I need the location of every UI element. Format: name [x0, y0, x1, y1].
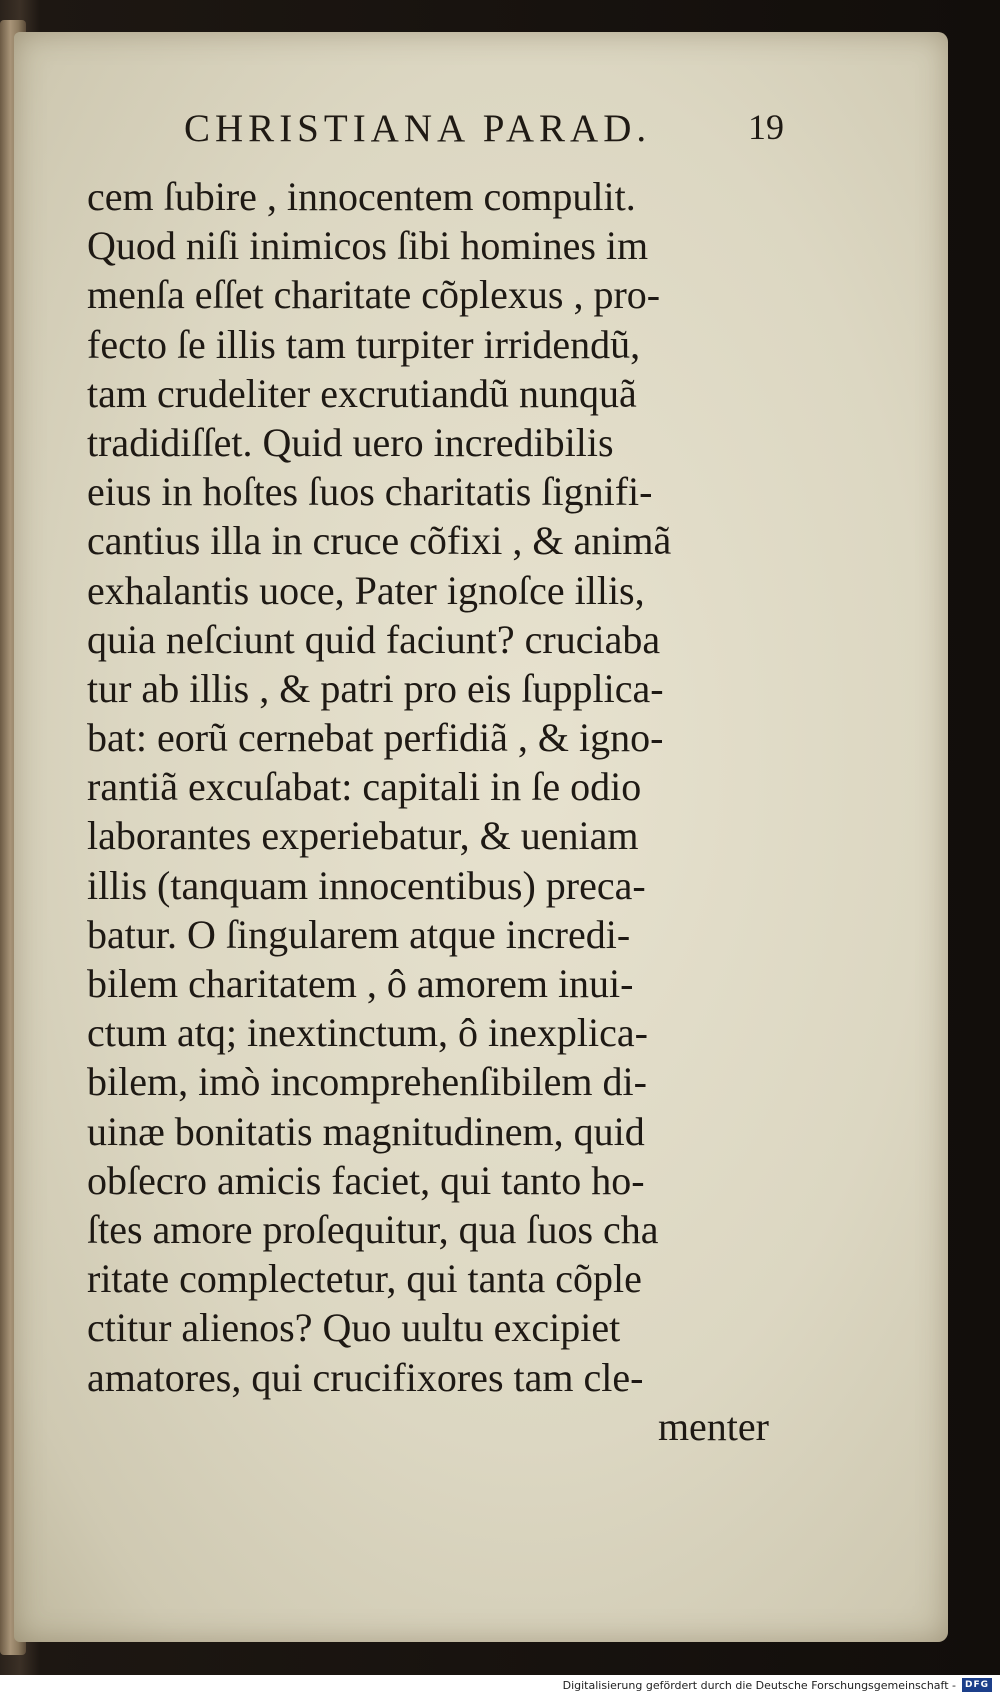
text-line: fecto ſe illis tam turpiter irridendũ, — [87, 321, 641, 367]
body-text — [87, 172, 777, 1451]
text-line: amatores, qui crucifixores tam cle- — [87, 1354, 644, 1400]
text-line: ritate complectetur, qui tanta cõple — [87, 1256, 642, 1302]
text-line: bilem, imò incomprehenſibilem di- — [87, 1059, 647, 1105]
text-line: obſecro amicis faciet, qui tanto ho- — [87, 1157, 645, 1203]
text-line: cantius illa in cruce cõfixi , & animã — [87, 518, 672, 564]
funding-credit: Digitalisierung gefördert durch die Deutsche Forschungsgemeinschaft - — [562, 1679, 956, 1692]
text-line: bat: eorũ cernebat perfidiã , & igno- — [87, 715, 664, 761]
text-line: ſtes amore proſequitur, qua ſuos cha — [87, 1206, 659, 1252]
text-line: bilem charitatem , ô amorem inui- — [87, 961, 634, 1006]
page-number: 19 — [748, 107, 784, 147]
catchword: menter — [657, 1403, 769, 1449]
text-line: tradidiſſet. Quid uero incredibilis — [87, 419, 614, 465]
running-head — [124, 106, 784, 156]
book-page — [14, 32, 948, 1642]
text-line: illis (tanquam innocentibus) preca- — [87, 862, 646, 908]
text-line: menſa eſſet charitate cõplexus , pro- — [87, 272, 661, 318]
text-line: ctitur alienos? Quo uultu excipiet — [87, 1305, 621, 1351]
text-line: ctum atq; inextinctum, ô inexplica- — [87, 1010, 648, 1056]
text-line: eius in hoſtes ſuos charitatis ſignifi- — [87, 469, 653, 515]
running-head-title: CHRISTIANA PARAD. — [184, 107, 652, 150]
text-line: uinæ bonitatis magnitudinem, quid — [87, 1108, 645, 1154]
text-line: exhalantis uoce, Pater ignoſce illis, — [87, 567, 645, 613]
text-line: cem ſubire , innocentem compulit. — [87, 174, 636, 219]
text-line: tam crudeliter excrutiandũ nunquã — [87, 370, 637, 416]
text-line: Quod niſi inimicos ſibi homines im — [87, 223, 649, 269]
text-line: tur ab illis , & patri pro eis ſupplica- — [87, 665, 664, 711]
text-line: batur. O ſingularem atque incredi- — [87, 911, 631, 957]
text-line: rantiã excuſabat: capitali in ſe odio — [87, 764, 642, 810]
text-line: laborantes experiebatur, & ueniam — [87, 813, 639, 859]
text-line: quia neſciunt quid faciunt? cruciaba — [87, 616, 661, 662]
dfg-logo: DFG — [962, 1678, 992, 1692]
